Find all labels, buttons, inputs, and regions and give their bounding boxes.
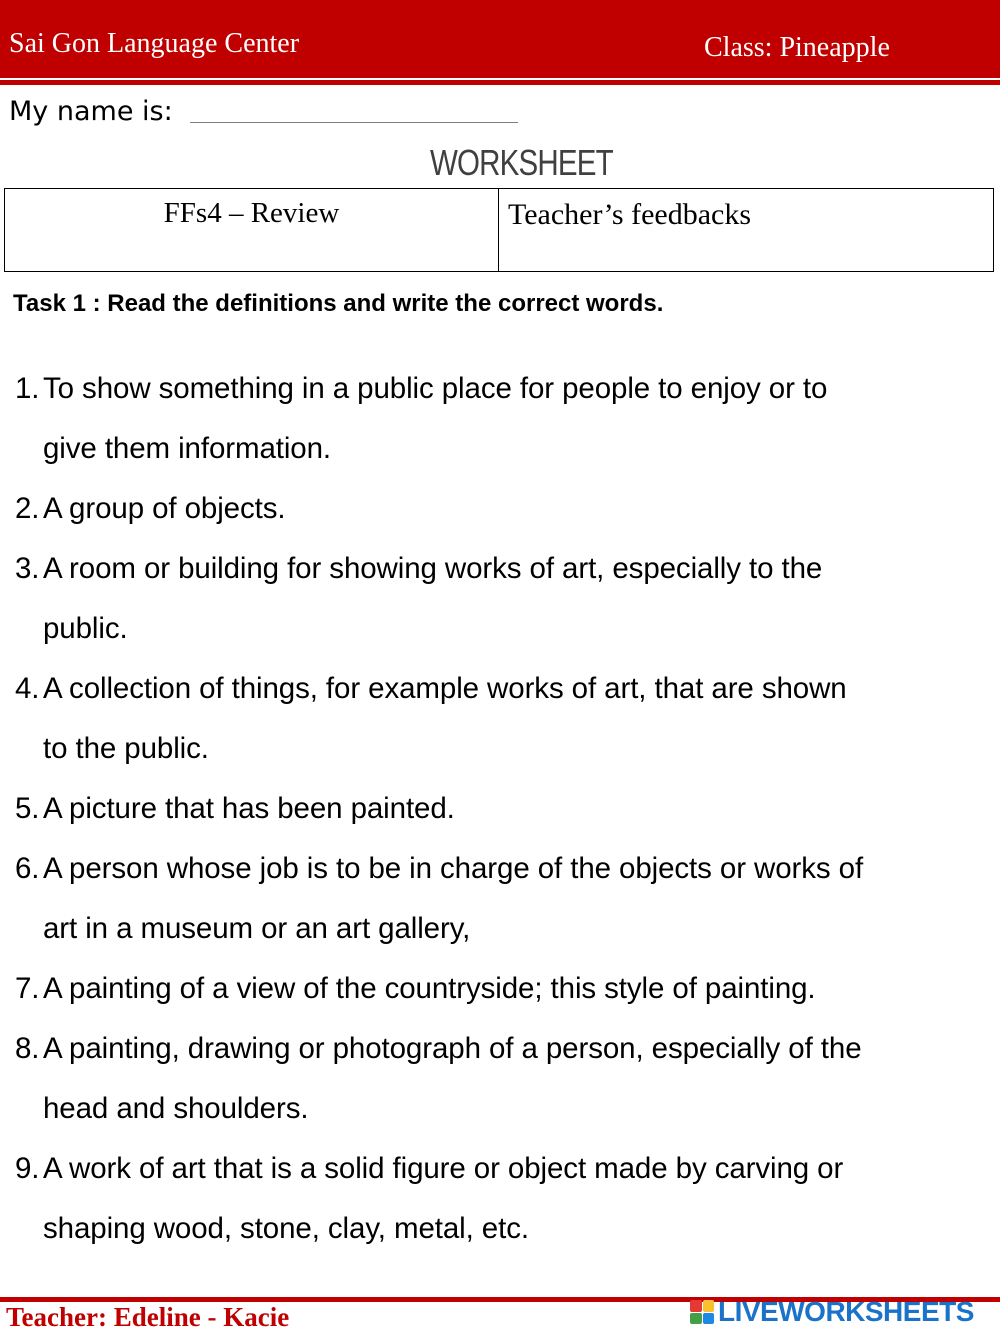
item-number: 1.: [15, 372, 40, 405]
list-item: [0, 779, 983, 839]
item-number: 3.: [15, 552, 40, 585]
list-item: [0, 479, 983, 539]
item-line: A room or building for showing works of art, especially to the: [43, 552, 823, 585]
item-line: A collection of things, for example works of art, that are shown: [43, 672, 847, 705]
list-item: [0, 959, 983, 1019]
item-number: 8.: [15, 1032, 40, 1065]
name-label: My name is:: [9, 96, 173, 127]
item-line: public.: [43, 612, 128, 645]
item-line: A person whose job is to be in charge of the objects or works of: [43, 852, 864, 885]
teacher-name: Teacher: Edeline - Kacie: [6, 1302, 290, 1332]
item-line: art in a museum or an art gallery,: [43, 912, 471, 945]
class-name: Class: Pineapple: [704, 32, 890, 63]
liveworksheets-logo[interactable]: [690, 1296, 974, 1328]
item-line: to the public.: [43, 732, 209, 765]
item-line: shaping wood, stone, clay, metal, etc.: [43, 1212, 529, 1245]
item-line: A work of art that is a solid figure or object made by carving or: [43, 1152, 844, 1185]
definition-list: [0, 359, 1000, 1259]
review-cell: FFs4 – Review: [5, 189, 499, 271]
header-divider: [0, 80, 1000, 85]
item-line: A painting, drawing or photograph of a person, especially of the: [43, 1032, 862, 1065]
name-input-line[interactable]: [190, 122, 518, 123]
item-number: 4.: [15, 672, 40, 705]
task-title: Task 1 : Read the definitions and write the correct words.: [13, 290, 664, 317]
item-line: A group of objects.: [43, 492, 286, 525]
item-number: 5.: [15, 792, 40, 825]
worksheet-title: WORKSHEET: [430, 142, 613, 183]
list-item: [0, 359, 983, 479]
item-number: 6.: [15, 852, 40, 885]
item-number: 2.: [15, 492, 40, 525]
item-line: head and shoulders.: [43, 1092, 309, 1125]
item-number: 7.: [15, 972, 40, 1005]
liveworksheets-logo-icon: [690, 1300, 714, 1324]
item-line: A painting of a view of the countryside; this style of painting.: [43, 972, 816, 1005]
info-table: [4, 188, 994, 272]
list-item: [0, 539, 983, 659]
feedback-cell: Teacher’s feedbacks: [508, 198, 752, 231]
list-item: [0, 1019, 983, 1139]
item-line: A picture that has been painted.: [43, 792, 455, 825]
item-line: give them information.: [43, 432, 332, 465]
center-name: Sai Gon Language Center: [9, 28, 300, 59]
logo-text: LIVEWORKSHEETS: [718, 1296, 974, 1327]
list-item: [0, 659, 983, 779]
item-line: To show something in a public place for people to enjoy or to: [43, 372, 828, 405]
list-item: [0, 839, 983, 959]
list-item: [0, 1139, 983, 1259]
item-number: 9.: [15, 1152, 40, 1185]
